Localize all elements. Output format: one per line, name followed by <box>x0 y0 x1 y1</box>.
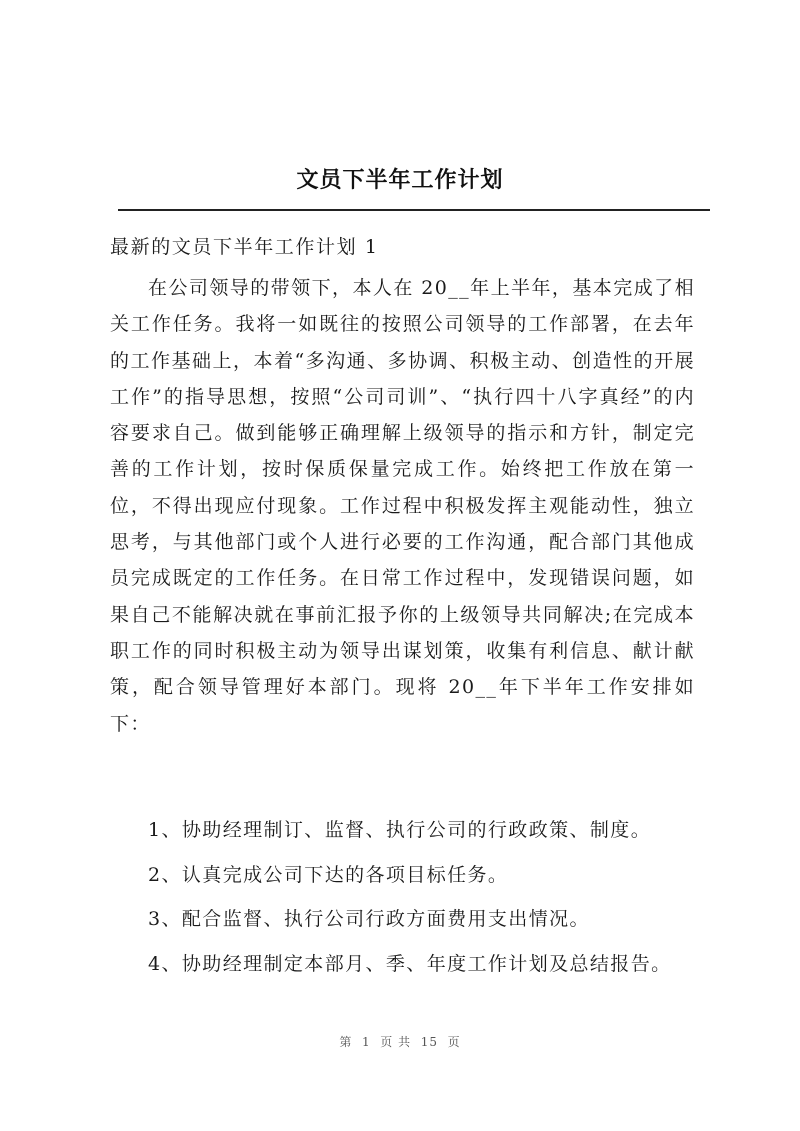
list-item: 4、协助经理制定本部月、季、年度工作计划及总结报告。 <box>148 952 672 975</box>
body-paragraph: 在公司领导的带领下，本人在 20__年上半年，基本完成了相关工作任务。我将一如既往的按照公司领导的工作部署，在去年的工作基础上，本着“多沟通、多协调、积极主动、创造性的开展工作”的指导思想，按照“公司司训”、“执行四十八字真经”的内容要求自己。做到能够正确理解上级领导的指示和方针，制定完善的工作计划，按时保质保量完成工作。始终把工作放在第一位，不得出现应付现象。工作过程中积极发挥主观能动性，独立思考，与其他部门或个人进行必要的工作沟通，配合部门其他成员完成既定的工作任务。在日常工作过程中，发现错误问题，如果自己不能解决就在事前汇报予你的上级领导共同解决;在完成本职工作的同时积极主动为领导出谋划策，收集有利信息、献计献策，配合领导管理好本部门。现将 20__年下半年工作安排如下： <box>110 277 695 735</box>
document-subtitle: 最新的文员下半年工作计划 1 <box>110 236 379 258</box>
title-divider <box>118 209 710 211</box>
page-footer: 第 1 页 共 15 页 <box>339 1035 461 1049</box>
list-item: 1、协助经理制订、监督、执行公司的行政政策、制度。 <box>148 819 652 841</box>
list-item: 3、配合监督、执行公司行政方面费用支出情况。 <box>148 908 590 930</box>
list-item: 2、认真完成公司下达的各项目标任务。 <box>148 863 509 886</box>
page-title: 文员下半年工作计划 <box>296 168 504 193</box>
task-list <box>110 815 710 993</box>
